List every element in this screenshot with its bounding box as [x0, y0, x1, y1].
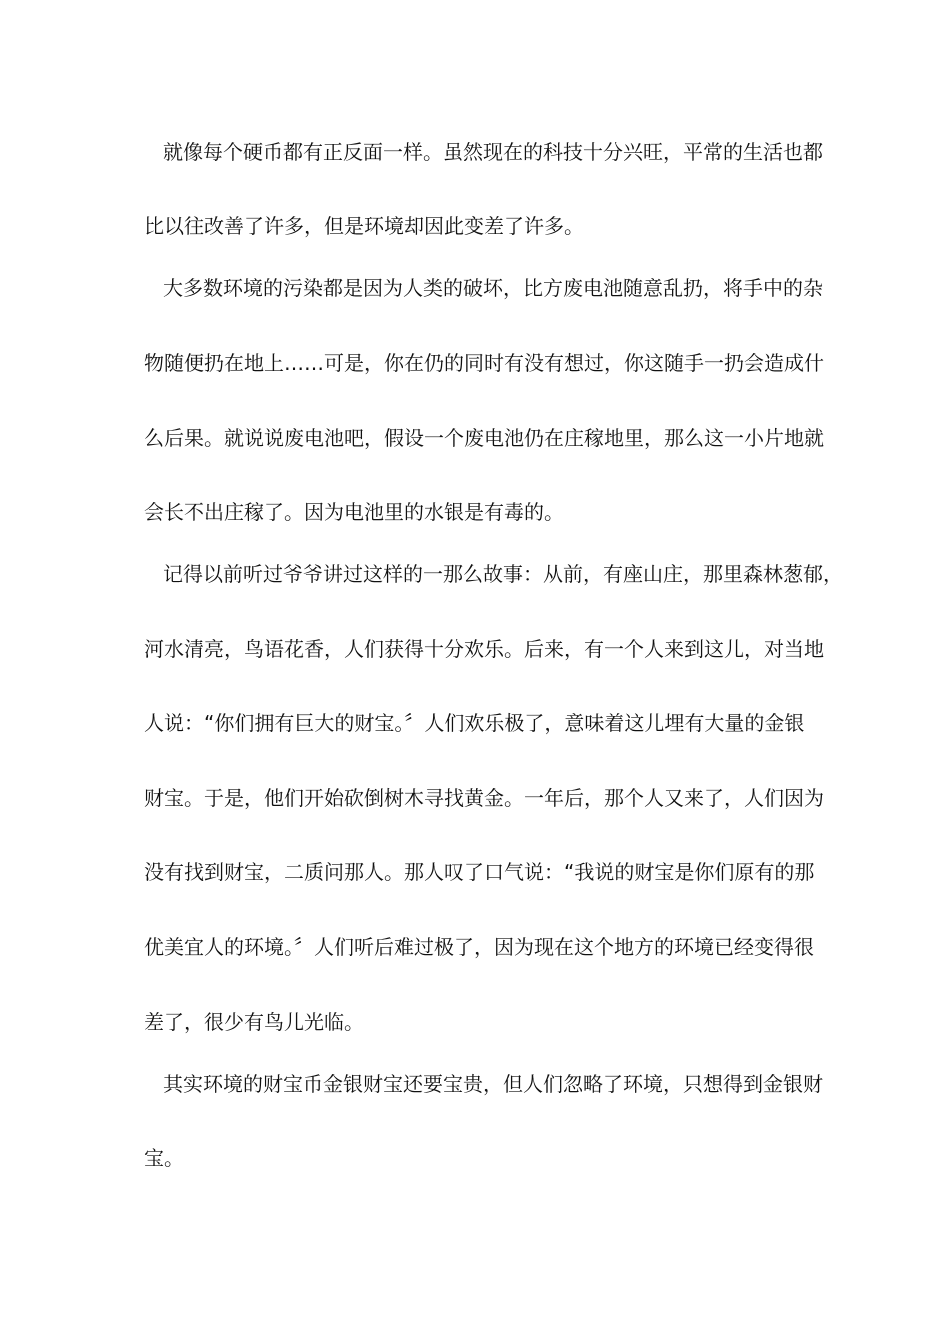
paragraph-4-line-2: 宝。	[144, 1146, 184, 1170]
paragraph-2-line-3: 么后果。就说说废电池吧，假设一个废电池仍在庄稼地里，那么这一小片地就	[144, 426, 824, 450]
paragraph-1-line-1: 就像每个硬币都有正反面一样。虽然现在的科技十分兴旺，平常的生活也都	[163, 140, 823, 164]
paragraph-3-line-6: 优美宜人的环境。〞人们听后难过极了，因为现在这个地方的环境已经变得很	[144, 935, 814, 959]
paragraph-2-line-4: 会长不出庄稼了。因为电池里的水银是有毒的。	[144, 500, 564, 524]
paragraph-2-line-2: 物随便扔在地上……可是，你在仍的同时有没有想过，你这随手一扔会造成什	[144, 351, 824, 375]
paragraph-3-line-2: 河水清亮，鸟语花香，人们获得十分欢乐。后来，有一个人来到这儿，对当地	[144, 637, 824, 661]
paragraph-3-line-3: 人说：“你们拥有巨大的财宝。〞人们欢乐极了，意味着这儿埋有大量的金银	[144, 711, 805, 735]
paragraph-1-line-2: 比以往改善了许多，但是环境却因此变差了许多。	[144, 214, 584, 238]
paragraph-2-line-1: 大多数环境的污染都是因为人类的破坏，比方废电池随意乱扔，将手中的杂	[163, 276, 823, 300]
paragraph-3-line-7: 差了，很少有鸟儿光临。	[144, 1010, 364, 1034]
paragraph-4-line-1: 其实环境的财宝币金银财宝还要宝贵，但人们忽略了环境，只想得到金银财	[163, 1072, 823, 1096]
paragraph-3-line-4: 财宝。于是，他们开始砍倒树木寻找黄金。一年后，那个人又来了，人们因为	[144, 786, 824, 810]
paragraph-3-line-1: 记得以前听过爷爷讲过这样的一那么故事：从前，有座山庄，那里森林葱郁，	[163, 562, 843, 586]
paragraph-3-line-5: 没有找到财宝，二质问那人。那人叹了口气说：“我说的财宝是你们原有的那	[144, 860, 815, 884]
